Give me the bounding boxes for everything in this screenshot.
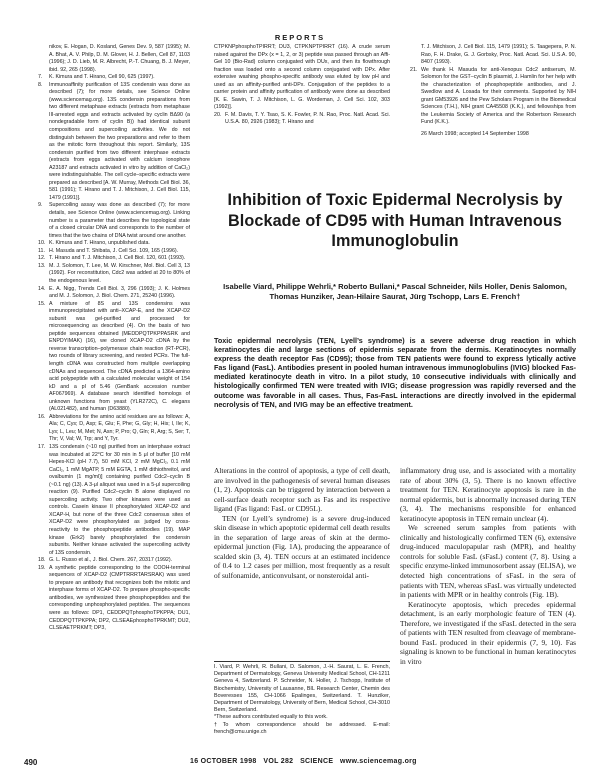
reference-item [38, 286, 190, 301]
reference-number: 8. [38, 81, 43, 88]
reference-item [38, 565, 190, 633]
author-list: Isabelle Viard, Philippe Wehrli,* Roberto Bullani,* Pascal Schneider, Nils Holler, Denis Salomon, Thomas Hunziker, Jean-Hilaire Saurat, Jürg Tschopp, Lars E. French† [223, 282, 567, 301]
references-column-3 [410, 44, 576, 156]
body-paragraph: inflammatory drug use, and is associated with a mortality rate of about 30% (3, 5). There is no known effective treatment for TEN. Keratinocyte apoptosis is rare in the normal epidermis, but is abnormally increased during TEN (3, 4). The mechanisms responsible for enhanced keratinocyte apoptosis in TEN remain unclear (4). [400, 466, 576, 523]
reference-item [38, 557, 190, 565]
body-paragraph: We screened serum samples from patients with clinically and histologically confirmed TEN (6), extensive drug-induced maculopapular rash (MPR), and healthy controls for soluble FasL (sFasL) content (7, 8). Using a specific enzyme-linked immunosorbent assay (ELISA), we detected high concentrations of sFasL in the sera of patients with TEN, whereas sFasL was virtually undetected in patients with MPR or in healthy controls (Fig. 1B). [400, 523, 576, 600]
reference-number: 7. [38, 74, 43, 81]
page-number: 490 [24, 758, 38, 767]
references-column-1 [38, 44, 190, 664]
reference-number: 16. [38, 413, 46, 420]
reference-list [214, 112, 390, 127]
affiliations [214, 664, 390, 736]
reference-number: 13. [38, 262, 46, 269]
body-paragraph: Keratinocyte apoptosis, which precedes epidermal detachment, is an early morphologic feature of TEN (4). Therefore, we investigated if the sFasL detected in the sera of patients with TEN resulted from cleavage of membrane-bound FasL produced in their epidermis (7, 9, 10). Fas signaling is known to be functional in human keratinocytes in vitro [400, 599, 576, 666]
issue-line: 16 OCTOBER 1998 VOL 282 SCIENCE www.sciencemag.org [190, 758, 417, 765]
reference-text: A mixture of 8S and 13S condensins was immunoprecipitated with anti–XCAP-E, and the XCAP-D2 subunit was gel-purified and processed for microsequencing as described (4). On the basis of two peptide sequences obtained (MEDDPQTPKPPASRK and ENPDYIMAK) (16), we cloned XCAP-D2 cDNA by the reverse transcription–polymerase chain reaction (RT-PCR), two rounds of library screening, and nested PCRs. The full-length cDNA was constructed from multiple overlapping cDNAs and sequenced. The cDNA predicted a 1364-amino acid polypeptide with a calculated molecular weight of 154 kD and a pI of 5.46 (GenBank accession number AF067969). A database search identified homologs of unknown functions from yeast (YLR272C), C. elegans (AL021482), and human (D63880). [49, 300, 190, 413]
reference-number: 18. [38, 557, 46, 564]
abstract: Toxic epidermal necrolysis (TEN, Lyell’s syndrome) is a severe adverse drug reaction in which keratinocytes die and large sections of epidermis separate from the dermis. Keratinocytes normally express the death receptor Fas (CD95); those from TEN patients were found to express lytically active Fas ligand (FasL). Antibodies present in pooled human intravenous immunoglobulins (IVIG) blocked Fas-mediated keratinocyte death in vitro. In a pilot study, 10 consecutive individuals with clinically and histologically confirmed TEN were treated with IVIG; disease progression was rapidly reversed and the outcome was favorable in all cases. Thus, Fas-FasL interactions are directly involved in the epidermal necrolysis of TEN, and IVIG may be an effective treatment. [214, 336, 576, 409]
body-column-right [400, 466, 576, 742]
reference-number: 17. [38, 443, 46, 450]
references-column-2 [214, 44, 390, 176]
reference-text: Immunoaffinity purification of 13S condensin was done as described (7); for more details, see Science Online (www.sciencemag.org). 13S condensin preparations from two different metaphase extracts (extracts from metaphase III-arrested eggs and extracts activated by cyclin BΔ90 (a nondegradable form of cyclin B)) had identical subunit compositions and supercoiling activities. We do not distinguish between the two preparations and refer to them as the mitotic form throughout this report. Similarly, 13S condensin purified from two different interphase extracts (extracts from eggs activated with calcium ionophore A23187 and extracts activated in vitro by addition of CaCl₂) were indistinguishable. The cell cycle–specific extracts were prepared as described [A. W. Murray, Methods Cell Biol. 36, 581 (1991); T. Hirano and T. J. Mitchison, J. Cell Biol. 115, 1479 (1991)]. [49, 81, 190, 201]
reference-item [38, 74, 190, 82]
reference-item [38, 263, 190, 286]
reference-item [38, 444, 190, 557]
reference-item [410, 67, 576, 127]
reference-number: 15. [38, 300, 46, 307]
reference-text: E. A. Nigg, Trends Cell Biol. 3, 296 (1993); J. K. Holmes and M. J. Solomon, J. Biol. Chem. 271, 25240 (1996). [49, 285, 190, 300]
body-paragraph: Alterations in the control of apoptosis, a type of cell death, are involved in the pathogenesis of several human diseases (1, 2). Apoptosis can be triggered by interaction between a cell-surface death receptor such as Fas and its respective ligand (Fas ligand: FasL or CD95L). [214, 466, 390, 514]
reference-text: 13S condensin (~10 ng) purified from an interphase extract was incubated at 22°C for 30 min in 5 μl of buffer [10 mM Hepes-KCl (pH 7.7), 50 mM KCl, 2 mM MgCl₂, 0.1 mM CaCl₂, 1 mM MgATP, 5 mM EGTA, 1 mM dithiothreitol, and ovalbumin (1 mg/ml)] containing purified Cdc2–cyclin B (~0.1 ng) (13). A 3-μl aliquot was used in a 5-μl supercoiling reaction (9). Purified Cdc2–cyclin B alone displayed no supercoiling activity. Two other kinases were used as controls. Casein kinase II phosphorylated XCAP-D2 and XCAP-H, but none of the three Cdc2 consensus sites of XCAP-D2 were phosphorylated as judged by cross-reactivity to the phosphopeptide antibodies (19). MAP kinase (Erk2) barely phosphorylated the condensin subunits. Neither kinase activated the supercoiling activity of 13S condensin. [49, 443, 190, 556]
reference-item [38, 414, 190, 444]
reference-text: A synthetic peptide corresponding to the COOH-terminal sequences of XCAP-D2 (CMPTRRRTARSRAK) was used to prepare an antibody that recognizes both the mitotic and interphase forms of XCAP-D2. To prepare phospho-specific antibodies, we synthesized three phosphopeptides and the corresponding unphosphorylated peptides. The sequences were as follows: DP1, CEDDPQTphosphoTPKPPA; DU1, CEDDPQTTPKPPA; DP2, CLSEAEphosphoTPRKMT; DU2, CLSEAETPRKMT; DP3, [49, 564, 190, 632]
reference-number: 9. [38, 202, 43, 209]
footnote-rule [214, 661, 390, 662]
reference-item [38, 301, 190, 414]
reference-continuation: T. J. Mitchison, J. Cell Biol. 115, 1479 (1991); S. Taagepera, P. N. Rao, F. H. Drake, G. J. Gorbsky, Proc. Natl. Acad. Sci. U.S.A. 90, 8407 (1993). [421, 44, 576, 66]
received-accepted-dates: 26 March 1998; accepted 14 September 1998 [421, 131, 529, 138]
equal-contribution-note: *These authors contributed equally to this work. [214, 714, 328, 721]
reference-text: K. Kimura and T. Hirano, unpublished data. [49, 240, 150, 247]
reference-continuation: CTPKNPphosphoTPIRRT; DU3, CTPKNPTPIRRT (16). A crude serum raised against the DPx (x = 1, 2, or 3) peptide was passed through an Affi-Gel 10 (Bio-Rad) column conjugated with DUx, and then its flowthrough fraction was loaded onto a second column conjugated with DPx. After extensive washing phospho-specific antibody was eluted by low pH and used as an affinity-purified anti-DPx. Conjugation of the peptides to a carrier protein and affinity purification of antibody were done as described [K. E. Sawin, T. J. Mitchison, L. G. Wordeman, J. Cell Sci. 102, 303 (1992)]. [214, 44, 390, 111]
reference-number: 11. [38, 247, 45, 254]
reference-text: Abbreviations for the amino acid residues are as follows: A, Ala; C, Cys; D, Asp; E, Glu; F, Phe; G, Gly; H, His; I, Ile; K, Lys; L, Leu; M, Met; N, Asn; P, Pro; Q, Gln; R, Arg; S, Ser; T, Thr; V, Val; W, Trp; and Y, Tyr. [49, 413, 190, 443]
reference-number: 10. [38, 240, 46, 247]
reference-continuation: nikov, E. Hogan, D. Kosland, Genes Dev. 9, 587 (1995); M. A. Bhat, A. V. Philp, D. M. Glover, H. J. Bellen, Cell 87, 1103 (1996); J. D. Lieb, M. R. Albrecht, P.-T. Chuang, B. J. Meyer, ibid. 92, 265 (1998). [49, 44, 190, 73]
reference-item [38, 82, 190, 203]
reference-text: M. J. Solomon, T. Lee, M. W. Kirschner, Mol. Biol. Cell 3, 13 (1992). For reconstitution, Cdc2 was added at 20 to 80% of the endogenous level. [49, 262, 190, 284]
correspondence-note: †To whom correspondence should be addressed. E-mail: french@cmu.unige.ch [214, 721, 390, 735]
reference-list [38, 74, 190, 632]
article-title: Inhibition of Toxic Epidermal Necrolysis by Blockade of CD95 with Human Intravenous Immunoglobulin [227, 191, 563, 250]
reference-text: K. Kimura and T. Hirano, Cell 90, 625 (1997). [49, 74, 155, 81]
reference-number: 14. [38, 285, 46, 292]
running-head: REPORTS [274, 33, 326, 42]
reference-item [38, 202, 190, 240]
reference-number: 19. [38, 564, 46, 571]
reference-item [38, 248, 190, 256]
affiliation-text: I. Viard, P. Wehrli, R. Bullani, D. Salomon, J.-H. Saurat, L. E. French, Department of Dermatology, Geneva University Medical School, CH-1211 Geneva 4, Switzerland. P. Schneider, N. Holler, J. Tschopp, Institute of Biochemistry, University of Lausanne, BIL Research Center, Chemin des Boveresses 155, CH-1066 Epalinges, Switzerland. T. Hunziker, Department of Dermatology, University of Bern, Medical School, CH-3010 Bern, Switzerland. [214, 664, 390, 714]
reference-item [38, 255, 190, 263]
reference-number: 21. [410, 66, 418, 73]
reference-text: We thank H. Masuda for anti-Xenopus Cdc2 antiserum, M. Solomon for the GST–cyclin B plasmid, J. Hamlin for her help with the characterization of phosphopeptide antibodies, and J. Swedlow and A. Losada for their comments. Supported by NIH grant GM53926 and the Pew Scholars Program in the Biomedical Sciences (T.H.), NIH grant CA45508 (K.K.), and fellowships from the Leukemia Society of America and the Robertson Research Fund (K.K.). [421, 66, 576, 126]
reference-item [38, 240, 190, 248]
reference-list [410, 67, 576, 127]
reference-text: H. Masuda and T. Shibata, J. Cell Sci. 109, 165 (1996). [49, 247, 179, 254]
reference-text: G. L. Russo et al., J. Biol. Chem. 267, 20317 (1992). [49, 557, 173, 564]
reference-item [214, 112, 390, 127]
reference-text: T. Hirano and T. J. Mitchison, J. Cell Biol. 120, 601 (1993). [49, 255, 186, 262]
reference-number: 20. [214, 111, 222, 118]
body-paragraph: TEN (or Lyell’s syndrome) is a severe drug-induced skin disease in which apoptotic epidermal cell death results in the separation of large areas of skin at the dermo-epidermal junction (Fig. 1A), producing the appearance of scalded skin (3, 4). TEN occurs at an estimated incidence of 0.4 to 1.2 cases per million, most frequently as a result of sulfonamide, anticonvulsant, or nonsteroidal anti- [214, 513, 390, 581]
reference-text: F. M. Davis, T. Y. Tsao, S. K. Fowler, P. N. Rao, Proc. Natl. Acad. Sci. U.S.A. 80, 2926 (1983); T. Hirano and [225, 111, 390, 126]
reference-number: 12. [38, 255, 46, 262]
reference-text: Supercoiling assay was done as described (7); for more details, see Science Online (www.sciencemag.org). Linking number is a parameter that describes the topological state of a closed circular DNA and corresponds to the number of times that the two chains of DNA twist around one another. [49, 202, 190, 239]
